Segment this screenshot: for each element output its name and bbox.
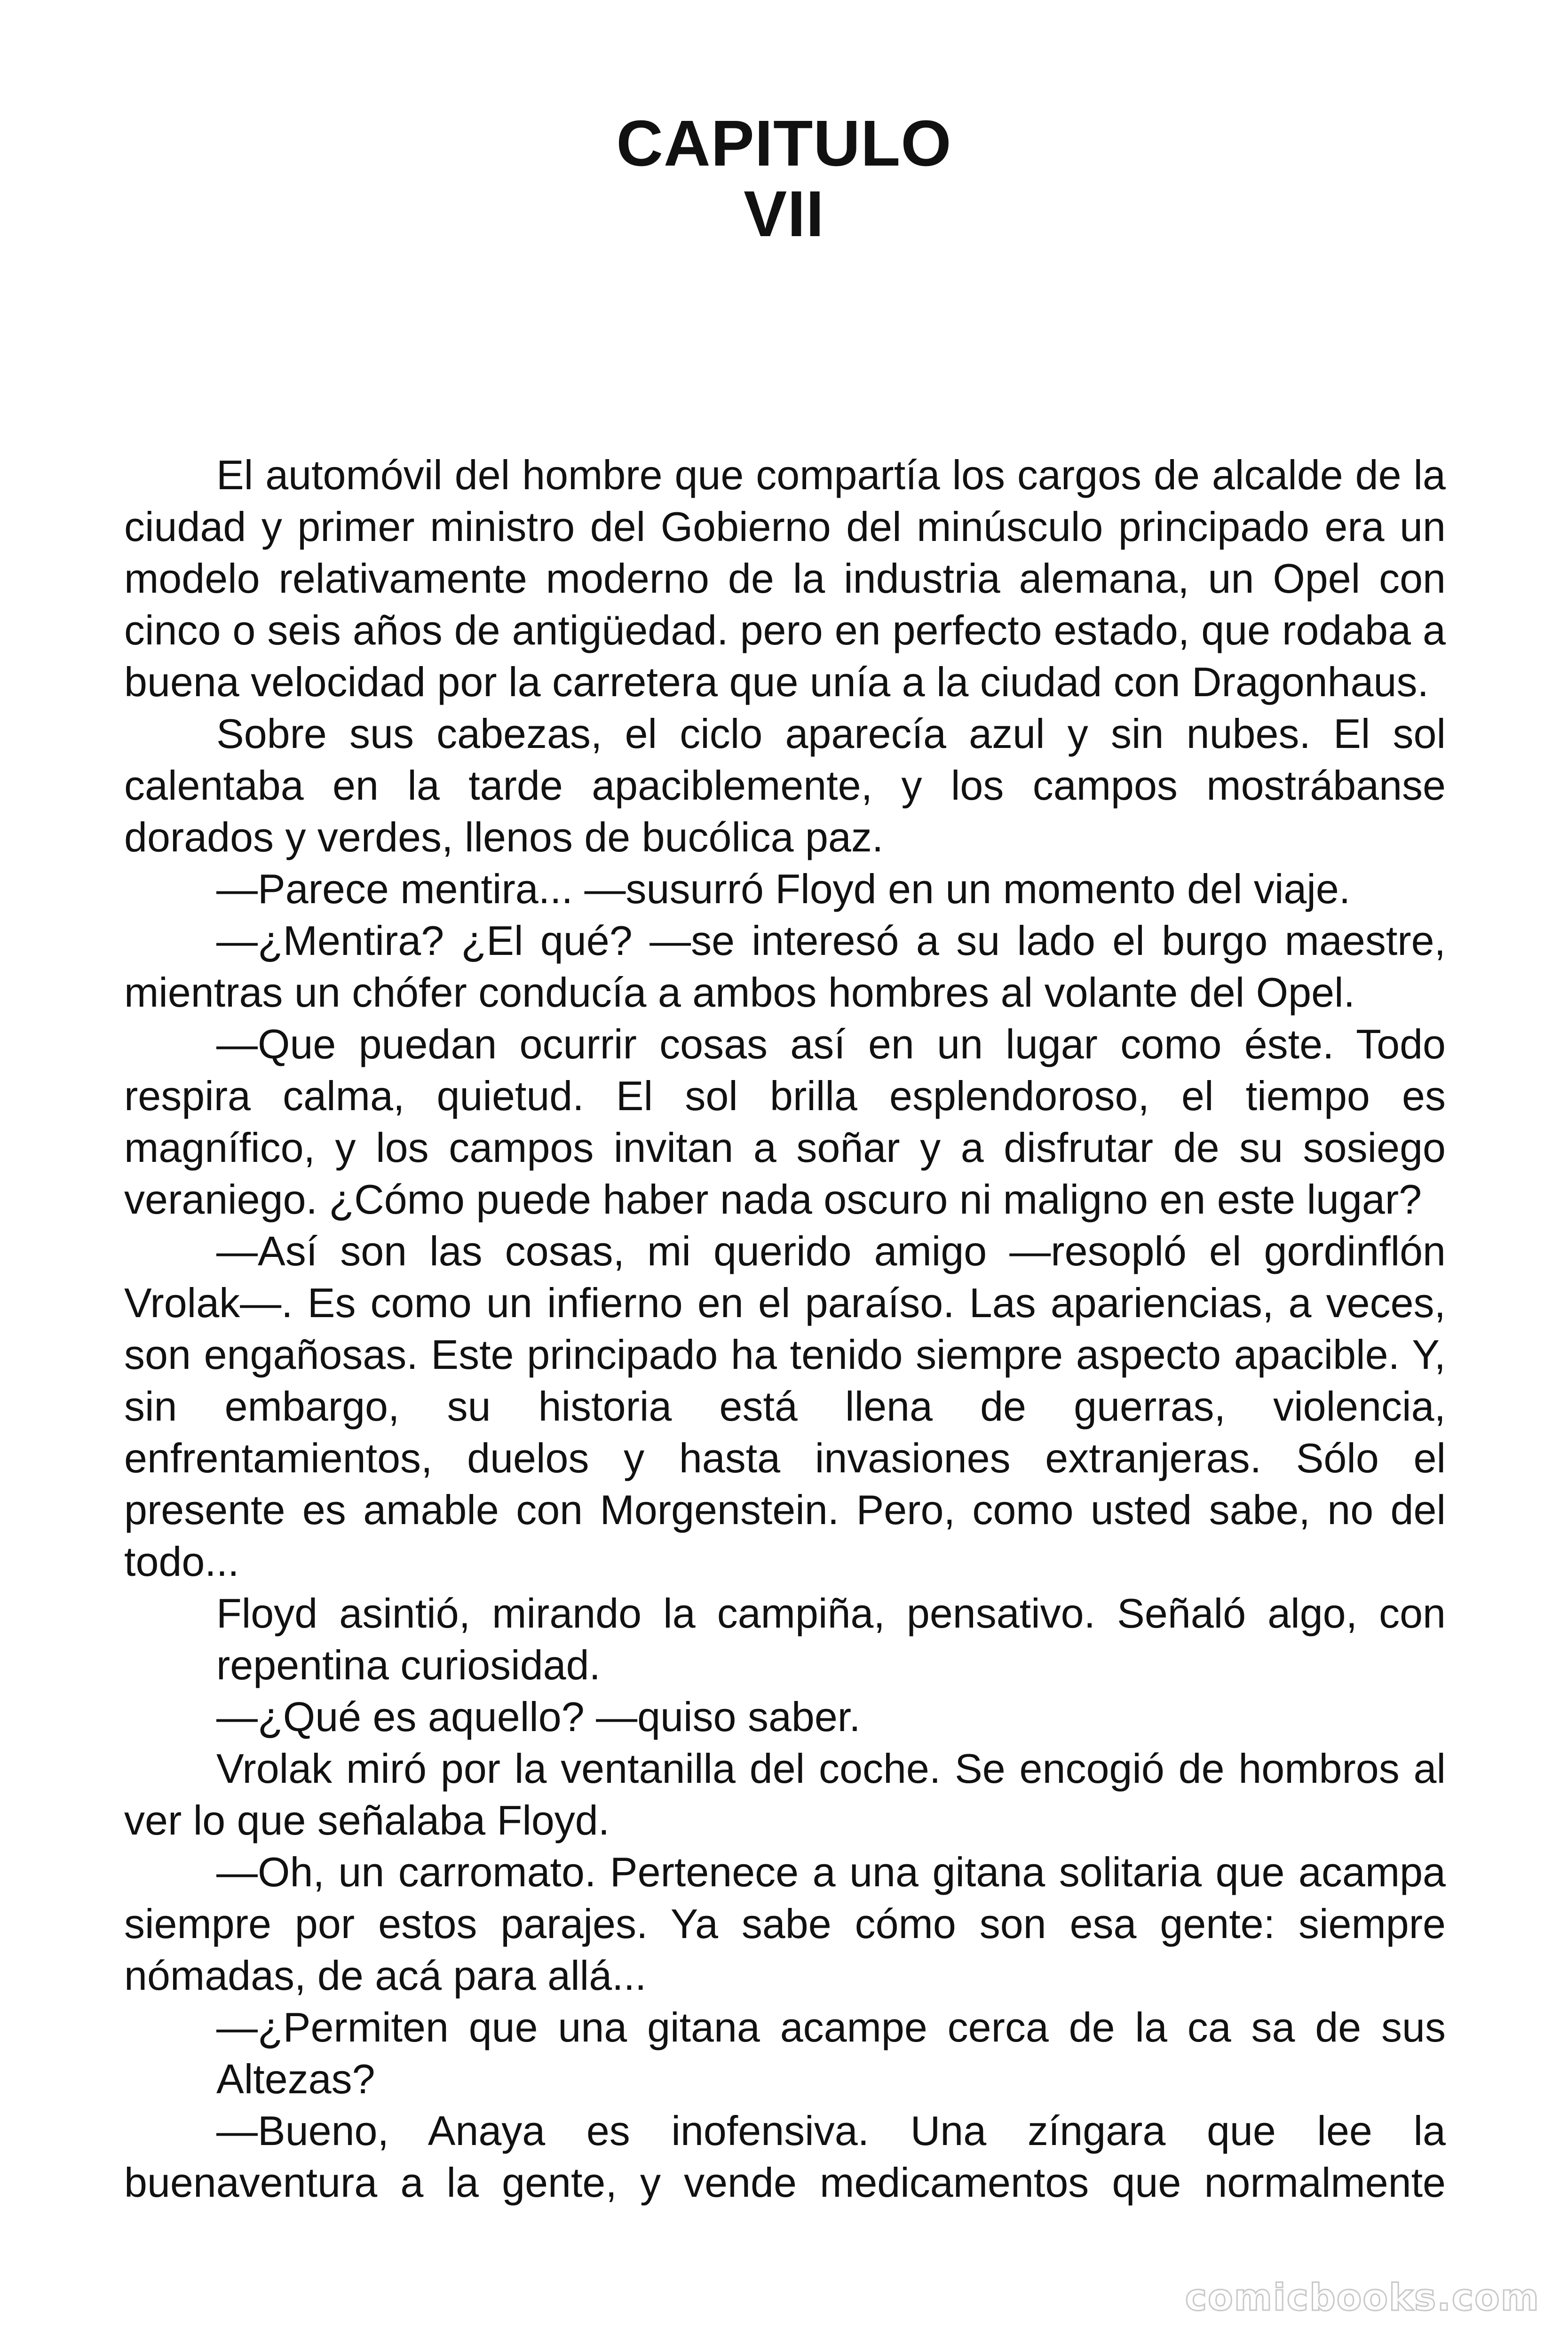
watermark: comicbooks.com (1185, 2277, 1540, 2319)
paragraph: Vrolak miró por la ventanilla del coche. Se encogió de hombros al ver lo que señalaba Floyd. (124, 1745, 1446, 1843)
paragraph: Floyd asintió, mirando la campiña, pensativo. Señaló algo, con repentina curiosidad. (216, 1590, 1446, 1688)
paragraph: —¿Mentira? ¿El qué? —se interesó a su lado el burgo maestre, mientras un chófer conducía a ambos hombres al volante del Opel. (124, 917, 1446, 1016)
paragraph: El automóvil del hombre que compartía los cargos de alcalde de la ciudad y primer ministro del Gobierno del minúsculo principado era un modelo relativamente moderno de la industria alemana, un Opel con cinco o seis años de antigüedad. pero en perfecto estado, que rodaba a buena velocidad por la carretera que unía a la ciudad con Dragonhaus. (124, 452, 1446, 705)
paragraph: —Bueno, Anaya es inofensiva. Una zíngara que lee la buenaventura a la gente, y vende medicamentos que normalmente (124, 2107, 1446, 2206)
chapter-heading (0, 108, 1568, 249)
body-text (124, 449, 1446, 2209)
chapter-number: VII (744, 178, 824, 250)
paragraph: —¿Qué es aquello? —quiso saber. (216, 1693, 861, 1740)
paragraph: Sobre sus cabezas, el ciclo aparecía azul y sin nubes. El sol calentaba en la tarde apaciblemente, y los campos mostrábanse dorados y verdes, llenos de bucólica paz. (124, 710, 1446, 860)
paragraph: —Parece mentira... —susurró Floyd en un momento del viaje. (216, 866, 1351, 912)
paragraph: —Oh, un carromato. Pertenece a una gitana solitaria que acampa siempre por estos parajes. Ya sabe cómo son esa gente: siempre nómadas, de acá para allá... (124, 1849, 1446, 1999)
paragraph: —Así son las cosas, mi querido amigo —resopló el gordinflón Vrolak—. Es como un infierno en el paraíso. Las apariencias, a veces, son engañosas. Este principado ha tenido siempre aspecto apacible. Y, sin embargo, su historia está llena de guerras, violencia, enfrentamientos, duelos y hasta invasiones extranjeras. Sólo el presente es amable con Morgenstein. Pero, como usted sabe, no del todo... (124, 1228, 1446, 1585)
chapter-title: CAPITULO (616, 107, 952, 180)
paragraph: —Que puedan ocurrir cosas así en un lugar como éste. Todo respira calma, quietud. El sol brilla esplendoroso, el tiempo es magnífico, y los campos invitan a soñar y a disfrutar de su sosiego veraniego. ¿Cómo puede haber nada oscuro ni maligno en este lugar? (124, 1021, 1446, 1223)
paragraph: —¿Permiten que una gitana acampe cerca de la ca sa de sus Altezas? (216, 2004, 1446, 2102)
